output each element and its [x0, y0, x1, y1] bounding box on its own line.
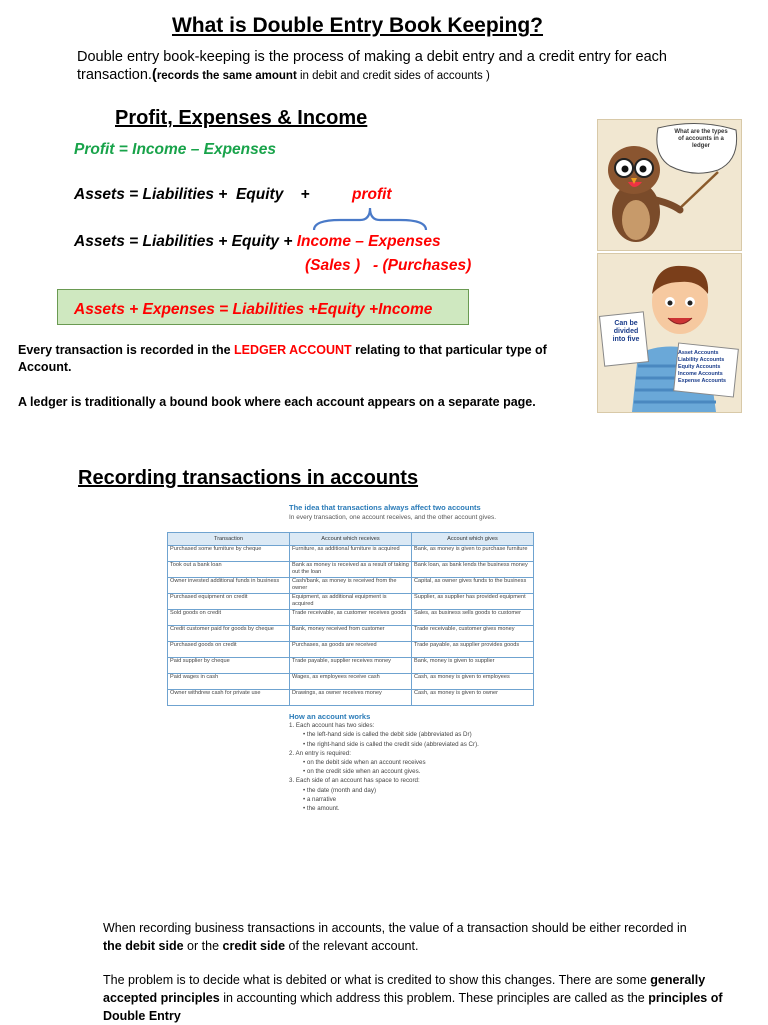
- how-title: How an account works: [289, 712, 371, 721]
- table-row: Credit customer paid for goods by cheque Bank, money received from customer Trade receivable, customer gives money: [168, 626, 534, 642]
- table-header-row: [168, 533, 534, 546]
- table-row: Owner withdrew cash for private use Drawings, as owner receives money Cash, as money is given to owner: [168, 690, 534, 706]
- how-item: • on the debit side when an account receives: [303, 759, 426, 767]
- table-row: Purchased some furniture by cheque Furniture, as additional furniture is acquired Bank, as money is given to purchase furniture: [168, 546, 534, 562]
- profit-equation: Profit = Income – Expenses: [74, 141, 277, 158]
- how-account-works: [289, 712, 534, 813]
- account-types-list: [678, 350, 736, 385]
- how-item: • the amount.: [303, 805, 340, 813]
- section-heading-profit: Profit, Expenses & Income: [115, 107, 368, 129]
- boy-illustration: [597, 253, 742, 413]
- account-type-item: Expense Accounts: [678, 378, 727, 384]
- intro-line-1: Double entry book-keeping is the process of making a debit entry and a credit entry for each: [77, 49, 667, 65]
- assets-equation-2: Assets = Liabilities + Equity + Income – Expenses: [74, 233, 441, 250]
- column-header: Account which receives: [290, 533, 412, 546]
- how-item: • the left-hand side is called the debit side (abbreviated as Dr): [303, 731, 472, 739]
- table-row: Owner invested additional funds in business Cash/bank, as money is received from the owner Capital, as owner gives funds to the business: [168, 578, 534, 594]
- table-row: Sold goods on credit Trade receivable, as customer receives goods Sales, as business sells goods to customer: [168, 610, 534, 626]
- bottom-paragraph-2: The problem is to decide what is debited or what is credited to show this changes. There are some generally accepted principles in accounting which address this problem. These principles are called as the principles of Double Entry: [103, 973, 723, 1023]
- textbook-excerpt: [162, 498, 538, 854]
- intro-paragraph: [77, 48, 697, 85]
- account-type-item: Asset Accounts: [678, 350, 719, 356]
- section-heading-recording: Recording transactions in accounts: [78, 467, 419, 489]
- account-type-item: Income Accounts: [678, 371, 723, 377]
- how-item: 1. Each account has two sides:: [289, 722, 375, 730]
- owl-illustration: [597, 119, 742, 251]
- table-row: Took out a bank loan Bank as money is received as a result of taking out the loan Bank loan, as bank lends the business money: [168, 562, 534, 578]
- how-item: • the date (month and day): [303, 786, 377, 794]
- account-type-item: Liability Accounts: [678, 357, 725, 363]
- table-row: Paid supplier by cheque Trade payable, supplier receives money Bank, money is given to supplier: [168, 658, 534, 674]
- how-item: 2. An entry is required:: [289, 749, 351, 757]
- ledger-paragraph-2: A ledger is traditionally a bound book where each account appears on a separate page.: [18, 395, 536, 409]
- page-title: What is Double Entry Book Keeping?: [171, 14, 544, 37]
- textbook-subtitle: In every transaction, one account receives, and the other account gives.: [289, 514, 497, 521]
- ledger-paragraph-1: Every transaction is recorded in the LEDGER ACCOUNT relating to that particular type of Account.: [18, 343, 547, 374]
- owl-bubble-text: What are the types of accounts in a ledger: [674, 129, 728, 149]
- expanded-equation: Assets + Expenses = Liabilities +Equity +Income: [74, 301, 433, 318]
- column-header: Transaction: [168, 533, 290, 546]
- table-row: Paid wages in cash Wages, as employees receive cash Cash, as money is given to employees: [168, 674, 534, 690]
- account-type-item: Equity Accounts: [678, 364, 721, 370]
- intro-line-2: transaction.(records the same amount in debit and credit sides of accounts ): [77, 67, 490, 83]
- boy-sign-text: Can be divided into five: [612, 320, 640, 343]
- table-row: Purchased equipment on credit Equipment, as additional equipment is acquired Supplier, as supplier has provided equipment: [168, 594, 534, 610]
- table-row: Purchased goods on credit Purchases, as goods are received Trade payable, as supplier provides goods: [168, 642, 534, 658]
- how-item: 3. Each side of an account has space to record:: [289, 777, 420, 785]
- textbook-title: The idea that transactions always affect two accounts: [289, 503, 481, 512]
- assets-equation-1: Assets = Liabilities + Equity +: [74, 186, 310, 203]
- how-item: • on the credit side when an account gives.: [303, 768, 421, 776]
- bottom-paragraph-1: When recording business transactions in accounts, the value of a transaction should be either recorded in the debit side or the credit side of the relevant account.: [103, 921, 687, 953]
- how-item: • a narrative: [303, 795, 337, 803]
- profit-label: profit: [352, 186, 392, 203]
- column-header: Account which gives: [412, 533, 534, 546]
- sales-purchases-label: (Sales ) - (Purchases): [305, 257, 472, 274]
- curly-brace-icon: [300, 204, 440, 234]
- how-item: • the right-hand side is called the credit side (abbreviated as Cr).: [303, 740, 479, 748]
- transactions-table: [167, 532, 534, 706]
